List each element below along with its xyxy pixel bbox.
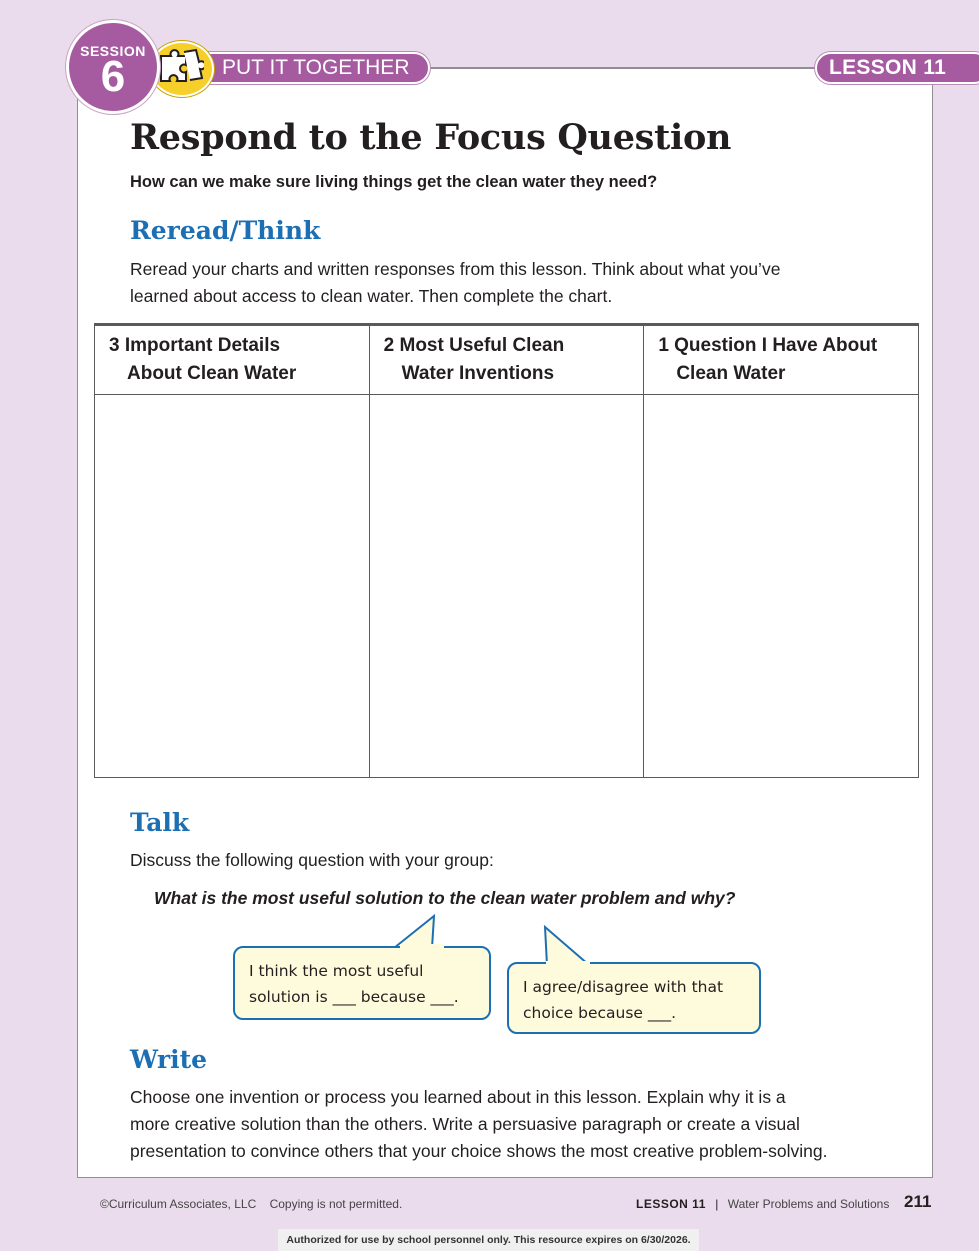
write-line-3: presentation to convince others that your choice shows the most creative problem-solving.	[130, 1141, 828, 1161]
session-label: SESSION	[80, 43, 146, 59]
column-header-details	[95, 325, 370, 395]
footer-copyright	[100, 1197, 402, 1211]
footer-topic: Water Problems and Solutions	[727, 1197, 890, 1211]
bubble-tail-cover	[400, 944, 444, 950]
reread-line-2: learned about access to clean water. Then complete the chart.	[130, 286, 613, 306]
column-header-line: Water Inventions	[401, 363, 555, 384]
page-number: 211	[904, 1192, 932, 1211]
focus-question: How can we make sure living things get the clean water they need?	[130, 173, 658, 191]
column-header-line: 3 Important Details	[109, 335, 281, 356]
lesson-label: LESSON 11	[829, 56, 947, 79]
bubble-line: choice because ___.	[523, 1004, 677, 1022]
bubble-line: I agree/disagree with that	[523, 978, 724, 996]
bubble-tail-cover	[546, 961, 590, 967]
activity-label: PUT IT TOGETHER	[222, 56, 410, 79]
bubble-line: solution is ___ because ___.	[249, 988, 459, 1006]
session-number: 6	[100, 52, 126, 101]
footer-divider: |	[715, 1197, 719, 1211]
write-heading: Write	[130, 1045, 208, 1074]
write-line-1: Choose one invention or process you learned about in this lesson. Explain why it is a	[130, 1087, 786, 1107]
write-line-2: more creative solution than the others. Write a persuasive paragraph or create a visual	[130, 1114, 800, 1134]
column-header-line: 2 Most Useful Clean	[383, 335, 565, 356]
question-answer-cell[interactable]	[644, 395, 919, 778]
inventions-answer-cell[interactable]	[369, 395, 644, 778]
discussion-question: What is the most useful solution to the clean water problem and why?	[154, 888, 736, 908]
column-header-line: 1 Question I Have About	[658, 335, 878, 356]
talk-heading: Talk	[130, 808, 190, 837]
header-rule	[420, 67, 840, 68]
details-answer-cell[interactable]	[95, 395, 370, 778]
copyright-text: ©Curriculum Associates, LLC	[100, 1197, 257, 1211]
copy-note: Copying is not permitted.	[269, 1197, 403, 1211]
footer-lesson: LESSON 11	[636, 1197, 706, 1211]
column-header-question	[644, 325, 919, 395]
response-chart	[94, 323, 919, 778]
session-badge	[66, 20, 160, 114]
reread-instructions	[130, 256, 890, 310]
reread-line-1: Reread your charts and written responses from this lesson. Think about what you’ve	[130, 259, 781, 279]
column-header-line: About Clean Water	[127, 363, 297, 384]
column-header-line: Clean Water	[676, 363, 786, 384]
footer-lesson-info	[636, 1197, 889, 1211]
speech-bubble-sentence-starter	[233, 946, 491, 1020]
speech-bubble-sentence-starter	[507, 962, 761, 1034]
lesson-banner	[815, 52, 979, 84]
write-instructions	[130, 1084, 890, 1165]
authorization-notice: Authorized for use by school personnel only. This resource expires on 6/30/2026.	[278, 1229, 699, 1251]
reread-heading: Reread/Think	[130, 216, 321, 245]
page-title: Respond to the Focus Question	[130, 117, 732, 158]
talk-instruction: Discuss the following question with your group:	[130, 850, 494, 870]
bubble-line: I think the most useful	[249, 962, 424, 980]
activity-banner	[180, 52, 430, 84]
column-header-inventions	[369, 325, 644, 395]
